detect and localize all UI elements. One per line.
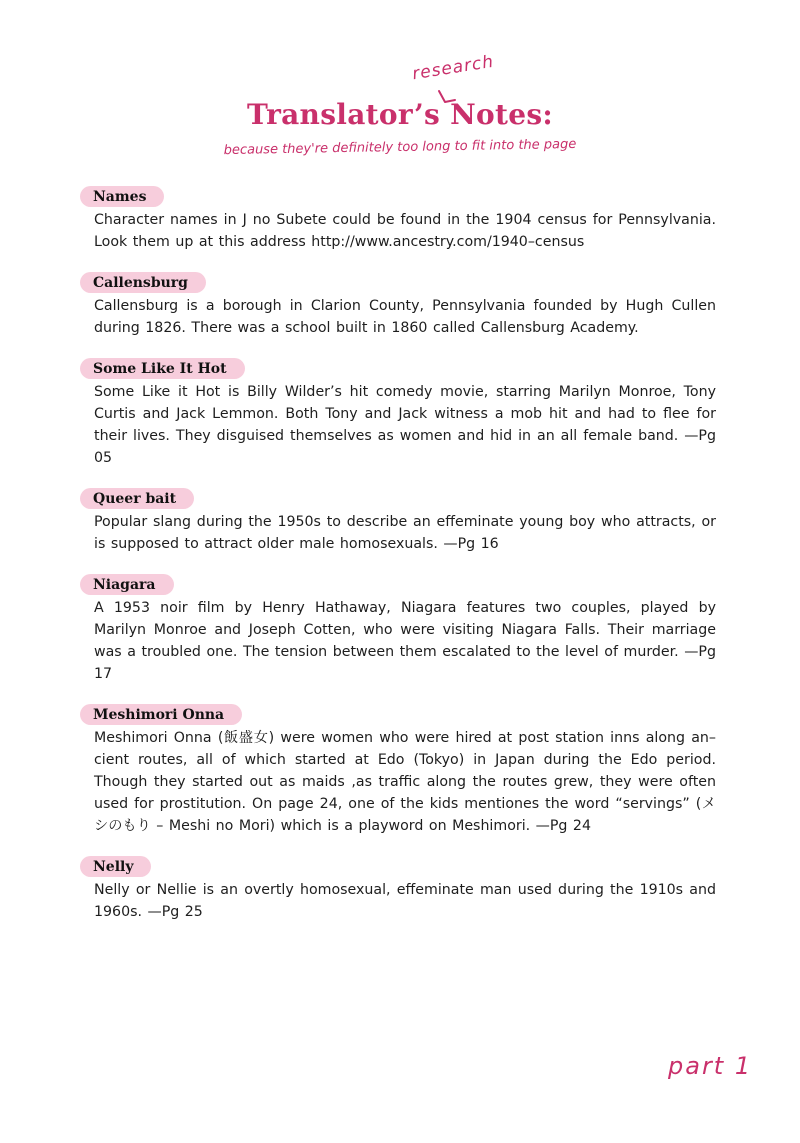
page-subtitle: because they're definitely too long to fit into the page [223, 136, 577, 159]
note-text: Popular slang during the 1950s to describe an effeminate young boy who attracts, or is supposed to attract older male homosexuals. —Pg 16 [94, 514, 716, 552]
note-callensburg [80, 272, 720, 339]
page-header [0, 0, 800, 170]
note-some-like-it-hot [80, 358, 720, 469]
note-nelly [80, 856, 720, 923]
note-text: Character names in J no Subete could be found in the 1904 census for Pennsylvania. Look them up at this address http://www.ancestry.com/1940–census [94, 212, 716, 250]
note-names [80, 186, 720, 253]
inserted-word: research [410, 51, 496, 85]
note-text: Nelly or Nellie is an overtly homosexual, effeminate man used during the 1910s and 1960s. —Pg 25 [94, 882, 716, 920]
note-term: Names [80, 186, 158, 207]
note-niagara [80, 574, 720, 685]
note-term: Some Like It Hot [80, 358, 239, 379]
note-term: Meshimori Onna [80, 704, 236, 725]
note-text: Meshimori Onna (飯盛女) were women who were hired at post station inns along an–cient routes, all of which started at Edo (Tokyo) in Japan during the Edo period. Though they started out as maids ,as traffic along the routes grew, they were often used for prostitution. On page 24, one of the kids mentiones the word “servings” (メシのもり – Meshi no Mori) which is a playword on Meshimori. —Pg 24 [94, 730, 716, 834]
note-text: Some Like it Hot is Billy Wilder’s hit comedy movie, starring Marilyn Monroe, Tony Curtis and Jack Lemmon. Both Tony and Jack witness a mob hit and had to flee for their lives. They disguised themselves as women and hid in an all female band. —Pg 05 [94, 384, 716, 466]
note-text: A 1953 noir film by Henry Hathaway, Niagara features two couples, played by Marilyn Monroe and Joseph Cotten, who were visiting Niagara Falls. Their marriage was a troubled one. The tension between them escalated to the level of murder. —Pg 17 [94, 600, 716, 682]
note-term: Queer bait [80, 488, 188, 509]
note-meshimori-onna [80, 704, 720, 837]
note-text: Callensburg is a borough in Clarion County, Pennsylvania founded by Hugh Cullen during 1826. There was a school built in 1860 called Callensburg Academy. [94, 298, 716, 336]
note-term: Nelly [80, 856, 145, 877]
note-term: Callensburg [80, 272, 200, 293]
note-queer-bait [80, 488, 720, 555]
notes-list [80, 186, 720, 942]
page-title: Translator’s Notes: [246, 98, 554, 131]
part-label: part 1 [668, 1052, 753, 1080]
note-term: Niagara [80, 574, 168, 595]
